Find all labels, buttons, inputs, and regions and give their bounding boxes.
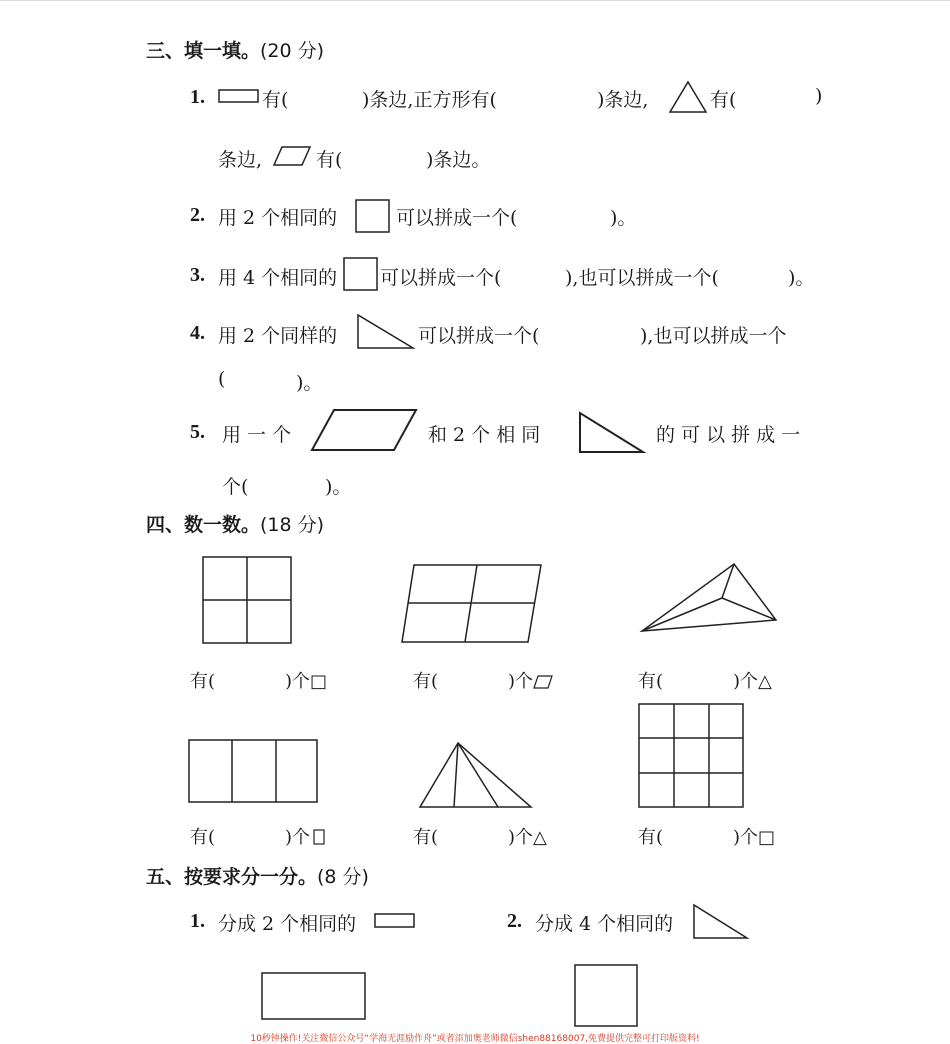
q4-text-1: 用 2 个同样的: [218, 325, 338, 347]
square-shape-icon: [355, 199, 391, 233]
footer-notice: 10秒钟操作!关注微信公众号“学海无涯励作舟”或者添加奥老师微信shen88168007,免费提供完整可打印版资料!: [250, 1034, 700, 1044]
triangle-shape-icon: [668, 80, 708, 114]
q3-text-4: )。: [788, 267, 815, 289]
q1-text-1: 有(: [262, 89, 289, 111]
section-4-points: (18 分): [260, 514, 325, 536]
q1-number: 1.: [190, 86, 205, 108]
caption-3: 有( )个△: [638, 671, 772, 692]
rectangle-shape-icon: [218, 89, 260, 103]
parallelogram-grid-figure: [400, 563, 544, 645]
q1-text-3: )条边,: [597, 89, 649, 111]
square-divide-figure: [574, 964, 640, 1028]
q5-text-4: 个(: [222, 476, 249, 498]
section-3-title: 三、填一填。: [146, 40, 261, 62]
section-3-heading: [146, 36, 324, 63]
triangle-fan-figure: [418, 741, 534, 809]
q4-text-3: ),也可以拼成一个: [640, 325, 787, 347]
q5-number: 5.: [190, 421, 205, 443]
q3-text-3: ),也可以拼成一个(: [565, 267, 719, 289]
caption-4: 有( )个: [190, 823, 325, 849]
s5-q2-number: 2.: [507, 910, 522, 932]
q4-text-2: 可以拼成一个(: [418, 325, 540, 347]
q5-text-2: 和 2 个 相 同: [428, 424, 541, 446]
q1-text-5: ): [815, 85, 823, 107]
section-5-title: 五、按要求分一分。: [146, 866, 318, 888]
right-triangle-shape-icon: [692, 903, 750, 941]
caption-5: 有( )个△: [413, 827, 547, 848]
s5-q1-number: 1.: [190, 910, 205, 932]
s5-q1-text: 分成 2 个相同的: [218, 913, 357, 935]
q4-text-4: (: [218, 368, 226, 390]
right-triangle-shape-icon: [356, 313, 416, 351]
q1-text-2: )条边,正方形有(: [362, 89, 497, 111]
section-5-heading: [146, 862, 369, 889]
q2-number: 2.: [190, 204, 205, 226]
parallelogram-shape-icon: [310, 408, 420, 452]
top-divider: [0, 0, 950, 1]
section-4-heading: [146, 510, 324, 537]
s5-q2-text: 分成 4 个相同的: [535, 913, 674, 935]
q3-text-2: 可以拼成一个(: [380, 267, 502, 289]
section-5-points: (8 分): [317, 866, 369, 888]
q2-text-1: 用 2 个相同的: [218, 207, 338, 229]
rectangle-split-figure: [188, 739, 320, 805]
q3-number: 3.: [190, 264, 205, 286]
q2-text-2: 可以拼成一个(: [396, 207, 518, 229]
q4-number: 4.: [190, 322, 205, 344]
rectangle-shape-icon: [374, 913, 416, 929]
q3-text-1: 用 4 个相同的: [218, 267, 338, 289]
q4-text-5: )。: [296, 372, 323, 394]
q2-text-3: )。: [610, 207, 637, 229]
right-triangle-shape-icon: [578, 411, 646, 455]
caption-6: 有( )个□: [638, 827, 776, 848]
q1-text-6: 条边,: [218, 149, 263, 171]
q5-text-1: 用 一 个: [222, 424, 292, 446]
parallelogram-icon: [533, 675, 553, 689]
parallelogram-shape-icon: [272, 145, 314, 167]
q1-text-8: )条边。: [426, 149, 491, 171]
rectangle-divide-figure: [261, 972, 367, 1022]
q1-text-4: 有(: [710, 89, 737, 111]
square-3x3-grid-figure: [638, 703, 746, 809]
square-grid-figure: [202, 556, 294, 646]
q5-text-5: )。: [325, 476, 352, 498]
q5-text-3: 的 可 以 拼 成 一: [656, 424, 801, 446]
caption-1: 有( )个□: [190, 671, 328, 692]
square-shape-icon: [343, 257, 379, 291]
triangle-count-figure: [638, 562, 780, 634]
q1-text-7: 有(: [316, 149, 343, 171]
section-3-points: (20 分): [260, 40, 325, 62]
tall-rectangle-icon: [313, 829, 325, 845]
section-4-title: 四、数一数。: [146, 514, 261, 536]
caption-2: 有( )个: [413, 667, 553, 693]
